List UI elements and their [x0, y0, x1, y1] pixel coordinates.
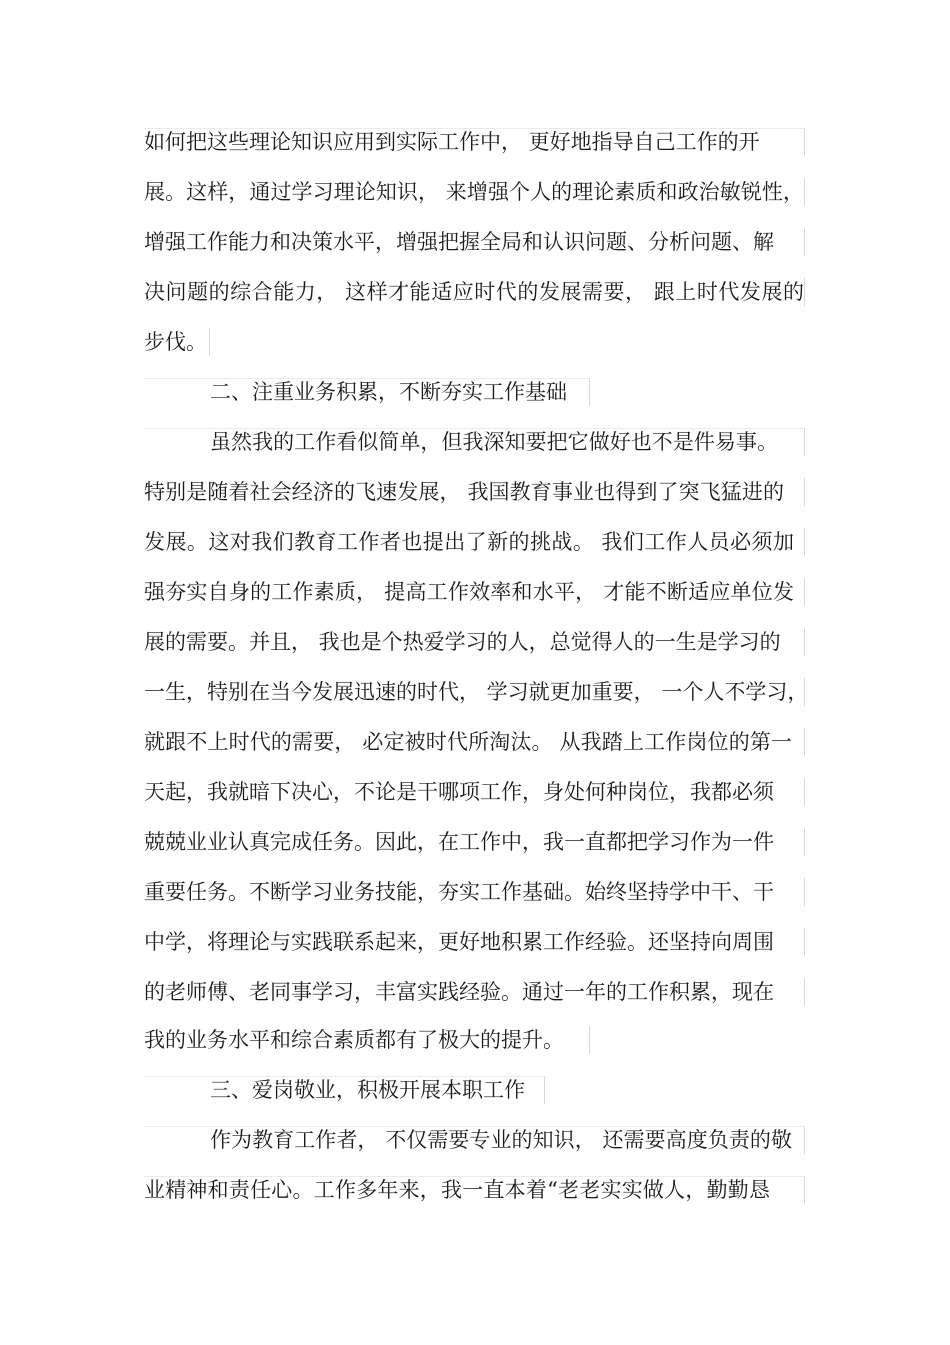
box-rule: [804, 778, 805, 806]
box-rule: [804, 828, 805, 856]
box-rule: [804, 478, 805, 506]
text-line: 虽然我的工作看似简单，但我深知要把它做好也不是件易事。: [210, 430, 778, 454]
text-line: 强夯实自身的工作素质， 提高工作效率和水平， 才能不断适应单位发: [144, 580, 794, 604]
box-rule: [804, 228, 805, 256]
box-rule: [804, 628, 805, 656]
text-line: 发展。这对我们教育工作者也提出了新的挑战。 我们工作人员必须加: [144, 530, 794, 554]
box-rule: [589, 378, 590, 406]
section-heading: 三、爱岗敬业，积极开展本职工作: [210, 1078, 525, 1102]
box-rule: [544, 1076, 545, 1104]
box-rule: [804, 578, 805, 606]
text-line: 中学，将理论与实践联系起来，更好地积累工作经验。还坚持向周围: [144, 930, 774, 954]
box-rule: [589, 1026, 590, 1054]
text-line: 决问题的综合能力， 这样才能适应时代的发展需要， 跟上时代发展的: [144, 280, 804, 304]
box-rule: [804, 428, 805, 456]
section-heading: 二、注重业务积累，不断夯实工作基础: [210, 380, 567, 404]
box-rule: [804, 728, 805, 756]
text-line: 步伐。: [144, 330, 207, 354]
text-line: 作为教育工作者， 不仅需要专业的知识， 还需要高度负责的敬: [210, 1128, 792, 1152]
box-rule: [804, 178, 805, 206]
text-line: 的老师傅、老同事学习，丰富实践经验。通过一年的工作积累，现在: [144, 980, 774, 1004]
text-line: 我的业务水平和综合素质都有了极大的提升。: [144, 1028, 564, 1052]
box-rule: [804, 1176, 805, 1204]
text-line: 特别是随着社会经济的飞速发展， 我国教育事业也得到了突飞猛进的: [144, 480, 784, 504]
text-line: 增强工作能力和决策水平，增强把握全局和认识问题、分析问题、解: [144, 230, 774, 254]
box-rule: [804, 278, 805, 306]
text-line: 兢兢业业认真完成任务。因此，在工作中，我一直都把学习作为一件: [144, 830, 774, 854]
text-line: 天起，我就暗下决心，不论是干哪项工作，身处何种岗位，我都必须: [144, 780, 774, 804]
box-rule: [209, 328, 210, 356]
box-rule: [804, 878, 805, 906]
text-line: 重要任务。不断学习业务技能，夯实工作基础。始终坚持学中干、干: [144, 880, 774, 904]
box-rule: [804, 528, 805, 556]
text-line: 业精神和责任心。工作多年来，我一直本着“老老实实做人，勤勤恳: [144, 1178, 770, 1202]
box-rule: [804, 128, 805, 156]
box-rule: [804, 1126, 805, 1154]
text-line: 展。这样，通过学习理论知识， 来增强个人的理论素质和政治敏锐性，: [144, 180, 804, 204]
text-line: 如何把这些理论知识应用到实际工作中， 更好地指导自己工作的开: [144, 130, 760, 154]
text-line: 一生，特别在当今发展迅速的时代， 学习就更加重要， 一个人不学习，: [144, 680, 809, 704]
text-line: 就跟不上时代的需要， 必定被时代所淘汰。 从我踏上工作岗位的第一: [144, 730, 792, 754]
box-rule: [804, 978, 805, 1006]
box-rule: [804, 928, 805, 956]
text-line: 展的需要。并且， 我也是个热爱学习的人，总觉得人的一生是学习的: [144, 630, 781, 654]
